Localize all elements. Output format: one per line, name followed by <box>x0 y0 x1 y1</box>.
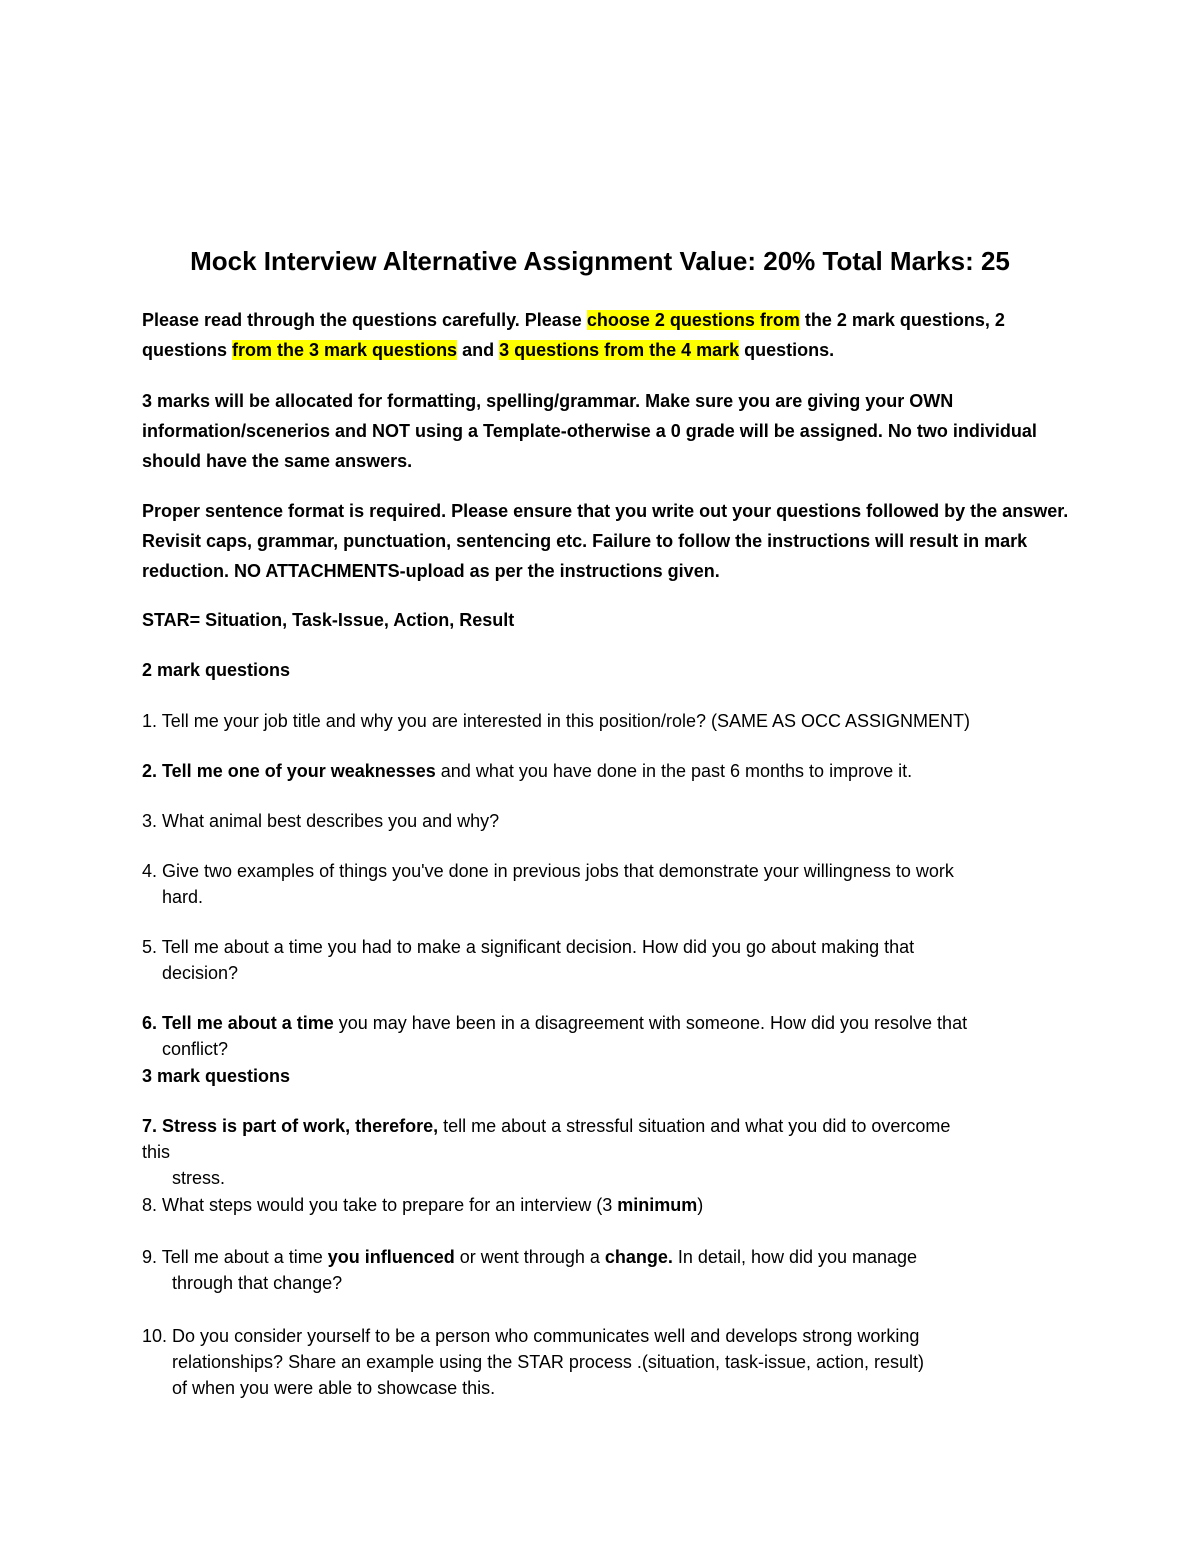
section-heading-3-mark: 3 mark questions <box>142 1066 291 1086</box>
question-6: 6. Tell me about a time you may have been in a disagreement with someone. How did you resolve that conflict? <box>142 1013 968 1059</box>
intro-text: and <box>457 340 500 360</box>
star-definition: STAR= Situation, Task-Issue, Action, Result <box>142 610 515 630</box>
question-8: 8. What steps would you take to prepare for an interview (3 minimum) <box>142 1195 704 1215</box>
intro-paragraph-1 <box>142 305 1072 365</box>
section-heading-2-mark: 2 mark questions <box>142 660 291 680</box>
question-10: 10. Do you consider yourself to be a person who communicates well and develops strong working relationships? Share an example using the STAR process .(situation, task-issue, action, result) of when you were able to showcase this. <box>142 1326 925 1398</box>
question-3: 3. What animal best describes you and why? <box>142 811 500 831</box>
intro-text: the 2 mark questions, 2 questions <box>142 310 1005 360</box>
intro-paragraph-3: Proper sentence format is required. Please ensure that you write out your questions followed by the answer. Revisit caps, grammar, punctuation, sentencing etc. Failure to follow the instructions will result in mark reduction. NO ATTACHMENTS-upload as per the instructions given. <box>142 501 1069 581</box>
question-1: 1. Tell me your job title and why you are interested in this position/role? (SAME AS OCC ASSIGNMENT) <box>142 711 971 731</box>
highlight-3-mark: from the 3 mark questions <box>232 340 458 360</box>
question-4: 4. Give two examples of things you've done in previous jobs that demonstrate your willingness to work hard. <box>142 861 954 907</box>
question-5: 5. Tell me about a time you had to make a significant decision. How did you go about making that decision? <box>142 937 915 983</box>
highlight-4-mark: 3 questions from the 4 mark <box>499 340 740 360</box>
document-title: Mock Interview Alternative Assignment Value: 20% Total Marks: 25 <box>190 246 1010 276</box>
highlight-choose: choose 2 questions from <box>586 310 800 330</box>
intro-text: Please read through the questions carefully. Please <box>142 310 587 330</box>
question-2: 2. Tell me one of your weaknesses and what you have done in the past 6 months to improve it. <box>142 761 913 781</box>
intro-paragraph-2: 3 marks will be allocated for formatting, spelling/grammar. Make sure you are giving your OWN information/scenerios and NOT using a Template-otherwise a 0 grade will be assigned. No two individual should have the same answers. <box>142 391 1037 471</box>
question-9: 9. Tell me about a time you influenced or went through a change. In detail, how did you manage through that change? <box>142 1247 918 1293</box>
intro-text: questions. <box>739 340 835 360</box>
question-7: 7. Stress is part of work, therefore, tell me about a stressful situation and what you did to overcome this stress. <box>142 1116 951 1188</box>
